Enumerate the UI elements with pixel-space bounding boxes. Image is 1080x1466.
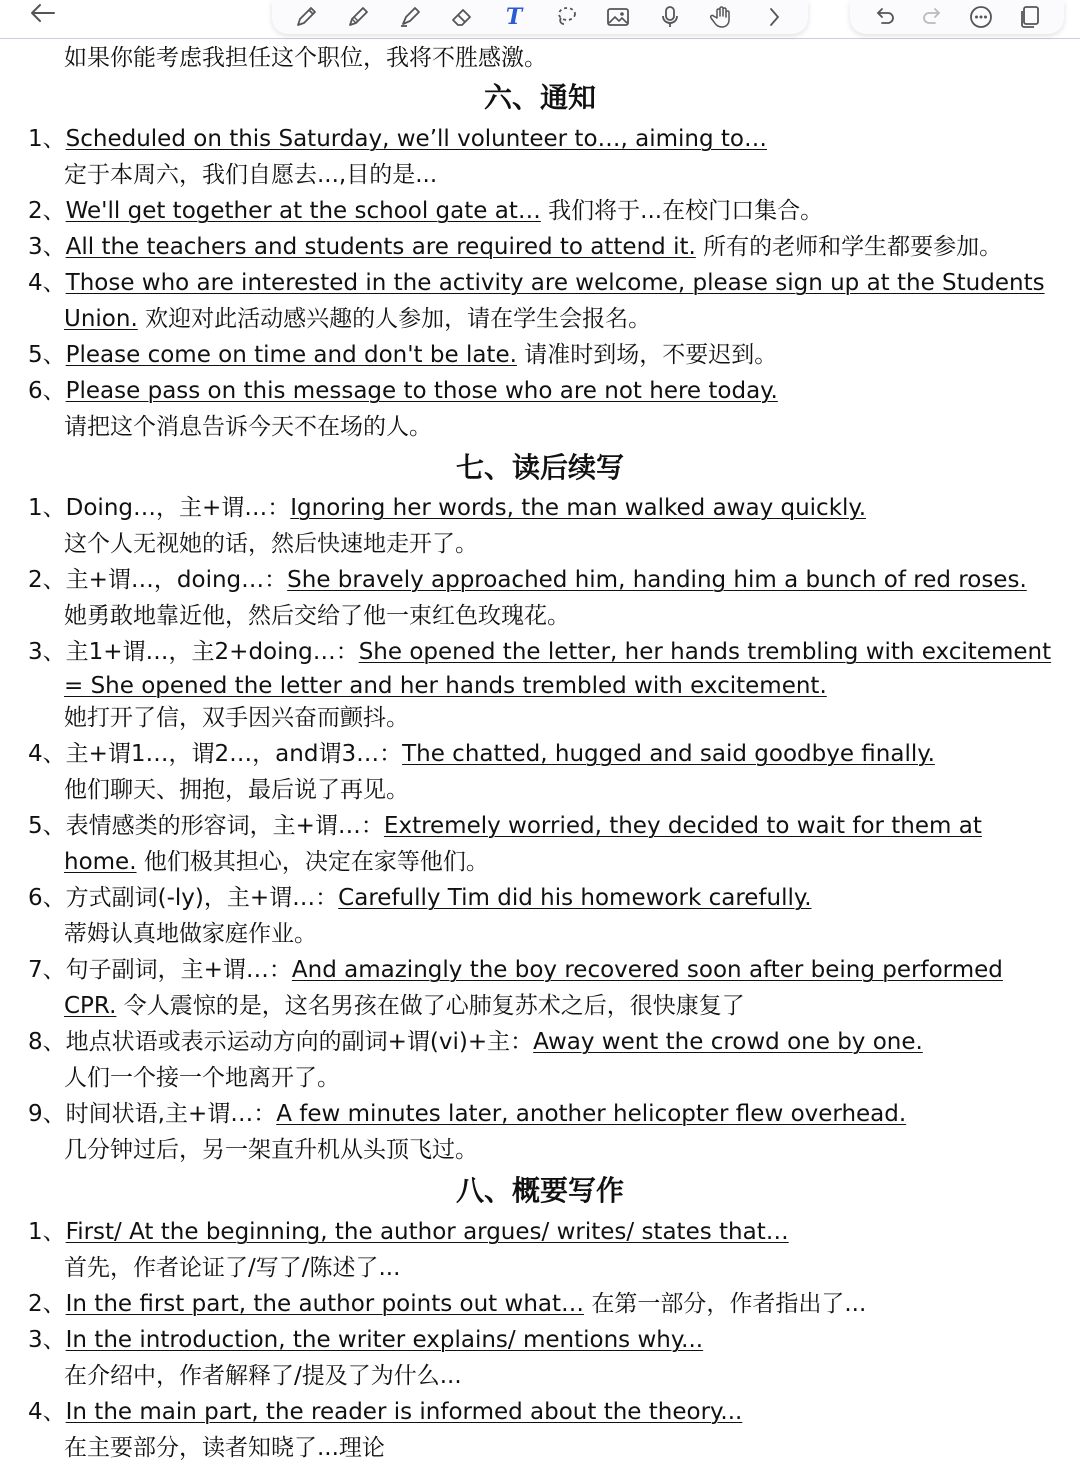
list-item-continuation: home. 他们极其担心，决定在家等他们。 (64, 849, 489, 875)
lasso-icon[interactable] (551, 2, 581, 32)
list-item-continuation: Union. 欢迎对此活动感兴趣的人参加，请在学生会报名。 (64, 306, 652, 332)
hand-icon[interactable] (707, 2, 737, 32)
translation-line: 在介绍中，作者解释了/提及了为什么... (64, 1363, 462, 1389)
list-item: 8、地点状语或表示运动方向的副词+谓(vi)+主：Away went the crowd one by one. (28, 1029, 923, 1055)
list-item: 2、We'll get together at the school gate at… 我们将于...在校门口集合。 (28, 198, 824, 224)
chevron-right-icon[interactable] (759, 2, 789, 32)
document-tools-group (850, 0, 1064, 34)
carryover-line: 如果你能考虑我担任这个职位，我将不胜感激。 (64, 45, 547, 71)
translation-line: 他们聊天、拥抱，最后说了再见。 (64, 777, 409, 803)
section-heading-summary-writing: 八、概要写作 (455, 1174, 624, 1207)
translation-line: 她打开了信，双手因兴奋而颤抖。 (64, 705, 409, 731)
more-icon[interactable] (966, 2, 996, 32)
translation-line: 这个人无视她的话，然后快速地走开了。 (64, 531, 478, 557)
microphone-icon[interactable] (655, 2, 685, 32)
image-icon[interactable] (603, 2, 633, 32)
list-item-continuation: = She opened the letter and her hands trembled with excitement. (64, 673, 827, 699)
translation-line: 首先，作者论证了/写了/陈述了... (64, 1255, 401, 1281)
list-item: 5、表情感类的形容词，主+谓…：Extremely worried, they decided to wait for them at (28, 813, 982, 839)
translation-line: 在主要部分，读者知晓了...理论 (64, 1435, 385, 1461)
list-item: 1、First/ At the beginning, the author argues/ writes/ states that… (28, 1219, 789, 1245)
list-item: 3、All the teachers and students are required to attend it. 所有的老师和学生都要参加。 (28, 234, 1003, 260)
drawing-tools-group (272, 0, 808, 34)
pencil-icon[interactable] (343, 2, 373, 32)
translation-line: 她勇敢地靠近他，然后交给了他一束红色玫瑰花。 (64, 603, 570, 629)
section-heading-notice: 六、通知 (483, 81, 596, 114)
eraser-icon[interactable] (447, 2, 477, 32)
translation-line: 几分钟过后，另一架直升机从头顶飞过。 (64, 1137, 478, 1163)
list-item: 5、Please come on time and don't be late. 请准时到场，不要迟到。 (28, 342, 778, 368)
list-item: 9、时间状语,主+谓…：A few minutes later, another helicopter flew overhead. (28, 1101, 907, 1127)
list-item: 7、句子副词，主+谓…：And amazingly the boy recovered soon after being performed (28, 957, 1003, 983)
translation-line: 定于本周六，我们自愿去...,目的是... (64, 162, 438, 188)
list-item: 4、In the main part, the reader is informed about the theory... (28, 1399, 743, 1425)
redo-icon[interactable] (918, 2, 948, 32)
list-item: 6、方式副词(-ly)，主+谓…：Carefully Tim did his homework carefully. (28, 885, 812, 911)
section-heading-continuation-writing: 七、读后续写 (455, 451, 624, 484)
pages-icon[interactable] (1015, 2, 1045, 32)
translation-line: 请把这个消息告诉今天不在场的人。 (64, 414, 432, 440)
list-item: 6、Please pass on this message to those who are not here today. (28, 378, 778, 404)
list-item: 2、In the first part, the author points out what… 在第一部分，作者指出了... (28, 1291, 867, 1317)
list-item: 4、主+谓1…，谓2…，and谓3…：The chatted, hugged and said goodbye finally. (28, 741, 935, 767)
back-arrow-icon[interactable] (26, 0, 60, 26)
undo-icon[interactable] (869, 2, 899, 32)
pen-icon[interactable] (291, 2, 321, 32)
list-item: 3、主1+谓…，主2+doing…：She opened the letter, her hands trembling with excitement (28, 639, 1052, 665)
list-item: 1、Scheduled on this Saturday, we’ll volunteer to…, aiming to… (28, 126, 767, 152)
list-item: 1、Doing…，主+谓…：Ignoring her words, the man walked away quickly. (28, 495, 867, 521)
list-item-continuation: CPR. 令人震惊的是，这名男孩在做了心肺复苏术之后，很快康复了 (64, 993, 745, 1019)
list-item: 3、In the introduction, the writer explains/ mentions why... (28, 1327, 704, 1353)
list-item: 2、主+谓…，doing…：She bravely approached him, handing him a bunch of red roses. (28, 567, 1027, 593)
translation-line: 蒂姆认真地做家庭作业。 (64, 921, 317, 947)
toolbar (0, 0, 1080, 39)
list-item: 4、Those who are interested in the activity are welcome, please sign up at the Students (28, 270, 1045, 296)
translation-line: 人们一个接一个地离开了。 (64, 1065, 340, 1091)
text-icon[interactable]: T (505, 4, 523, 30)
highlighter-icon[interactable] (395, 2, 425, 32)
